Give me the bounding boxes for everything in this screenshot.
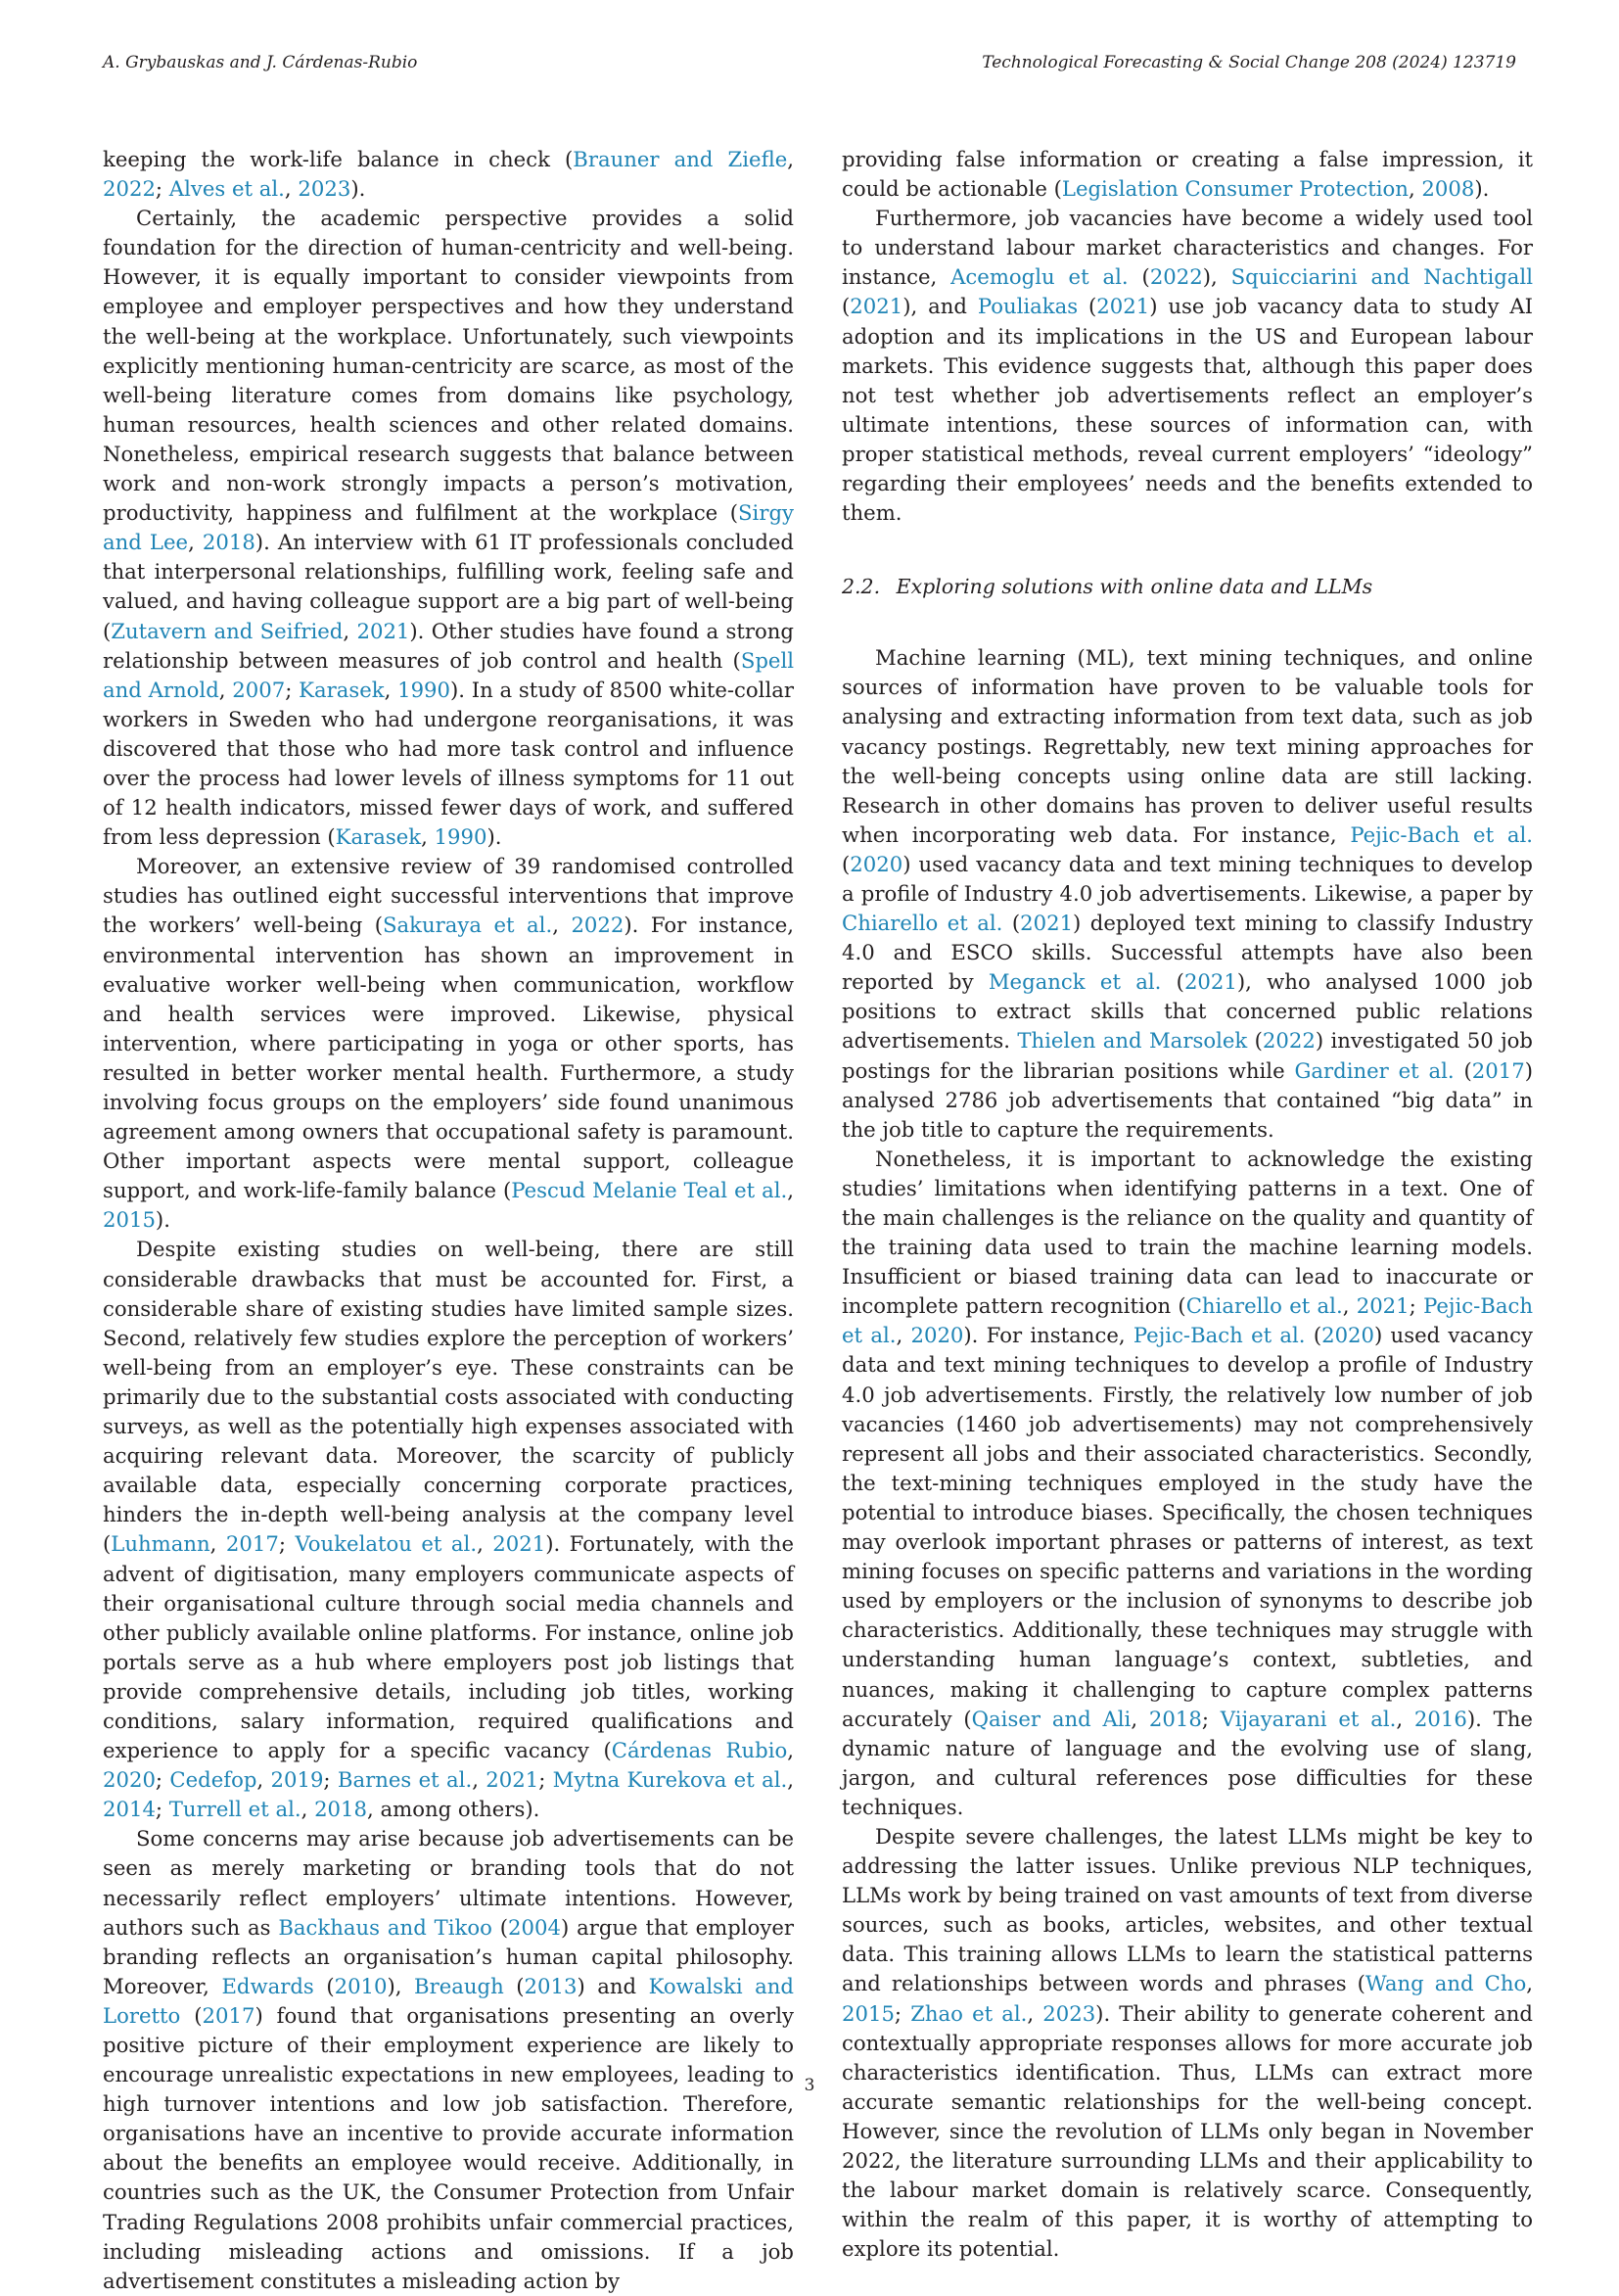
paragraph-text: ,: [896, 1323, 911, 1348]
citation-link[interactable]: 2016: [1413, 1706, 1467, 1731]
citation-link[interactable]: Chiarello et al.: [1185, 1293, 1343, 1319]
paragraph-text: ) analysed 2786 job advertisements that contained “big data” in the job title to capture the requirements.: [842, 1057, 1533, 1142]
paragraph-text: ), who analysed 1000 job positions to extract skills that concerned public relations advertisements.: [842, 969, 1533, 1054]
paragraph-text: ),: [387, 1973, 415, 1998]
paragraph-text: (: [491, 1914, 509, 1940]
citation-link[interactable]: 1990: [434, 824, 487, 850]
paragraph-text: ,: [188, 530, 203, 555]
paragraph-text: ,: [1027, 2000, 1043, 2026]
paragraph-text: ), and: [902, 294, 978, 319]
right-column: [842, 145, 1533, 2264]
citation-link[interactable]: 2021: [356, 618, 410, 643]
citation-link[interactable]: Zutavern and Seifried: [111, 618, 344, 643]
paragraph: [842, 1145, 1533, 1822]
citation-link[interactable]: 2021: [486, 1767, 539, 1793]
paragraph: [842, 1822, 1533, 2264]
paragraph-text: ).: [486, 824, 502, 850]
citation-link[interactable]: 2018: [202, 530, 255, 555]
paragraph-text: ,: [301, 1797, 315, 1822]
citation-link[interactable]: 2021: [850, 294, 903, 319]
citation-link[interactable]: 2008: [1421, 176, 1475, 202]
paragraph-text: providing false information or creating a false impression, it could be actionable (: [842, 147, 1533, 202]
paragraph: [103, 852, 794, 1235]
header-authors: A. Grybauskas and J. Cárdenas-Rubio: [103, 53, 418, 72]
paragraph-text: (: [1128, 264, 1150, 290]
paragraph: [842, 145, 1533, 204]
paragraph: [842, 643, 1533, 1145]
citation-link[interactable]: 2021: [1020, 911, 1074, 936]
paragraph-text: ,: [256, 1767, 271, 1793]
citation-link[interactable]: 1990: [397, 677, 451, 702]
paragraph-text: ) deployed text mining to classify Industry 4.0 and ESCO skills. Successful attempts have also been reported by: [842, 911, 1533, 995]
paragraph-text: ,: [1131, 1706, 1149, 1731]
paragraph-text: ,: [1342, 1293, 1357, 1319]
paragraph-text: ). An interview with 61 IT professionals concluded that interpersonal relationships, fulfilling work, feeling safe and valued, and having colleague support are a big part of well-being (: [103, 530, 794, 643]
citation-link[interactable]: 2021: [492, 1531, 546, 1557]
citation-link[interactable]: Sirgy and Lee: [103, 500, 794, 555]
citation-link[interactable]: 2010: [334, 1973, 388, 1998]
citation-link[interactable]: Backhaus and Tikoo: [278, 1914, 492, 1940]
citation-link[interactable]: 2017: [225, 1531, 279, 1557]
paragraph-text: ,: [384, 677, 398, 702]
citation-link[interactable]: Vijayarani et al.: [1220, 1706, 1397, 1731]
citation-link[interactable]: 2022: [571, 913, 624, 938]
citation-link[interactable]: 2015: [842, 2000, 895, 2026]
citation-link[interactable]: 2021: [1096, 294, 1150, 319]
citation-link[interactable]: 2020: [1321, 1323, 1375, 1348]
citation-link[interactable]: Pejic-Bach et al.: [842, 1293, 1533, 1348]
header-journal: Technological Forecasting & Social Change 208 (2024) 123719: [982, 53, 1516, 72]
paragraph-text: (: [842, 851, 851, 876]
paragraph-text: ,: [209, 1531, 226, 1557]
paragraph-text: ,: [477, 1531, 493, 1557]
citation-link[interactable]: Thielen and Marsolek: [1017, 1028, 1248, 1054]
paragraph-text: ,: [218, 677, 233, 702]
citation-link[interactable]: Legislation Consumer Protection: [1061, 176, 1409, 202]
citation-link[interactable]: 2007: [232, 677, 286, 702]
citation-link[interactable]: 2017: [1471, 1057, 1525, 1083]
citation-link[interactable]: 2020: [103, 1767, 156, 1793]
citation-link[interactable]: Karasek: [335, 824, 422, 850]
paragraph-text: (: [1247, 1028, 1263, 1054]
citation-link[interactable]: 2022: [1149, 264, 1203, 290]
citation-link[interactable]: Turrell et al.: [168, 1797, 301, 1822]
citation-link[interactable]: 2004: [508, 1914, 561, 1940]
paragraph-text: ).: [1474, 176, 1490, 202]
paragraph-text: ,: [787, 1738, 794, 1763]
paragraph-text: Despite severe challenges, the latest LLMs might be key to addressing the latter issues. Unlike previous NLP techniques, LLMs work by being trained on vast amounts of text from diverse sources, such as books, articles, websites, and other textual data. This training allows LLMs to learn the statistical patterns and relationships between words and phrases (: [842, 1823, 1533, 1996]
paragraph-text: ).: [350, 176, 366, 202]
citation-link[interactable]: 2017: [202, 2002, 255, 2028]
citation-link[interactable]: Karasek: [299, 677, 385, 702]
citation-link[interactable]: 2022: [103, 176, 156, 202]
citation-link[interactable]: Breaugh: [414, 1973, 504, 1998]
citation-link[interactable]: Wang and Cho: [1365, 1971, 1527, 1996]
paragraph-text: ) found that organisations presenting an overly positive picture of their employment experience are likely to encourage unrealistic expectations in new employees, leading to high turnover intentions and low job satisfaction. Therefore, organisations have an incentive to provide accurate information about the benefits an employee would receive. Additionally, in countries such as the UK, the Consumer Protection from Unfair Trading Regulations 2008 prohibits unfair commercial practices, including misleading actions and omissions. If a job advertisement constitutes a misleading action by: [103, 2002, 794, 2293]
paragraph-text: ,: [284, 176, 299, 202]
citation-link[interactable]: Pejic-Bach et al.: [1350, 821, 1533, 847]
citation-link[interactable]: Qaiser and Ali: [971, 1706, 1132, 1731]
citation-link[interactable]: 2019: [270, 1767, 324, 1793]
right-column-top-text: [842, 145, 1533, 528]
citation-link[interactable]: Alves et al.: [168, 176, 285, 202]
citation-link[interactable]: Luhmann: [111, 1531, 210, 1557]
paragraph-text: ),: [1202, 264, 1231, 290]
citation-link[interactable]: Acemoglu et al.: [950, 264, 1129, 290]
paragraph-text: ) used vacancy data and text mining techniques to develop a profile of Industry 4.0 job advertisements. Firstly, the relatively low number of job vacancies (1460 job advertisements) may not comprehensively represent all jobs and their associated characteristics. Secondly, the text-mining techniques employed in the study have the potential to introduce biases. Specifically, the chosen techniques may overlook important phrases or patterns of interest, as text mining focuses on specific patterns and variations in the wording used by employers or the inclusion of synonyms to describe job characteristics. Additionally, these techniques may struggle with understanding human language’s context, subtleties, and nuances, making it challenging to capture complex patterns accurately (: [842, 1323, 1534, 1731]
citation-link[interactable]: 2014: [103, 1797, 156, 1822]
citation-link[interactable]: Squicciarini and Nachtigall: [1230, 264, 1533, 290]
paragraph-text: ). In a study of 8500 white-collar workers in Sweden who had undergone reorganisations, it was discovered that those who had more task control and influence over the process had lower levels of illness symptoms for 11 out of 12 health indicators, missed fewer days of work, and suffered from less depression (: [103, 677, 794, 850]
citation-link[interactable]: Pejic-Bach et al.: [1133, 1323, 1306, 1348]
citation-link[interactable]: 2021: [1356, 1293, 1410, 1319]
paragraph-text: ).: [155, 1207, 170, 1233]
paragraph-text: (: [180, 2002, 203, 2028]
paragraph-text: ;: [894, 2000, 911, 2026]
citation-link[interactable]: Barnes et al.: [337, 1767, 473, 1793]
paragraph-text: (: [1305, 1323, 1322, 1348]
paragraph-text: ,: [552, 913, 572, 938]
paragraph-text: ;: [285, 677, 300, 702]
paragraph-text: ,: [787, 1767, 794, 1793]
citation-link[interactable]: 2020: [850, 851, 903, 876]
paragraph-text: ;: [538, 1767, 553, 1793]
citation-link[interactable]: Cedefop: [169, 1767, 257, 1793]
paragraph-text: ;: [155, 176, 169, 202]
paragraph-text: (: [842, 294, 851, 319]
paragraph: [103, 1824, 794, 2296]
paragraph-text: ,: [1396, 1706, 1414, 1731]
paragraph-text: ;: [155, 1797, 169, 1822]
section-heading: [842, 572, 1533, 601]
left-column: [103, 145, 794, 2296]
citation-link[interactable]: Mytna Kurekova et al.: [552, 1767, 788, 1793]
citation-link[interactable]: 2023: [1042, 2000, 1096, 2026]
paragraph-text: (: [313, 1973, 335, 1998]
citation-link[interactable]: Pouliakas: [977, 294, 1079, 319]
paragraph-text: (: [1002, 911, 1021, 936]
paragraph-text: ,: [421, 824, 435, 850]
paragraph-text: Despite existing studies on well-being, there are still considerable drawbacks that must be accounted for. First, a considerable share of existing studies have limited sample sizes. Second, relatively few studies explore the perception of workers’ well-being from an employer’s eye. These constraints can be primarily due to the substantial costs associated with conducting surveys, as well as the potentially high expenses associated with acquiring relevant data. Moreover, the scarcity of publicly available data, especially concerning corporate practices, hinders the in-depth well-being analysis at the company level (: [103, 1237, 794, 1557]
paragraph-text: Furthermore, job vacancies have become a widely used tool to understand labour market characteristics and changes. For instance,: [842, 206, 1533, 290]
paragraph-text: ;: [1409, 1293, 1424, 1319]
citation-link[interactable]: Voukelatou et al.: [295, 1531, 478, 1557]
paragraph: [103, 1235, 794, 1824]
paragraph-text: ) used vacancy data and text mining techniques to develop a profile of Industry 4.0 job advertisements. Likewise, a paper by: [842, 851, 1533, 906]
paragraph-text: ;: [278, 1531, 296, 1557]
paragraph-text: Moreover, an extensive review of 39 randomised controlled studies has outlined eight successful interventions that improve the workers’ well-being (: [103, 854, 794, 938]
citation-link[interactable]: Brauner and Ziefle: [573, 147, 788, 171]
citation-link[interactable]: Zhao et al.: [910, 2000, 1028, 2026]
paragraph: [842, 204, 1533, 528]
citation-link[interactable]: 2022: [1262, 1028, 1316, 1054]
citation-link[interactable]: Cárdenas Rubio: [611, 1738, 788, 1763]
citation-link[interactable]: Pescud Melanie Teal et al.: [511, 1178, 788, 1203]
citation-link[interactable]: Kowalski and Loretto: [103, 1973, 794, 2028]
paragraph-text: ,: [787, 147, 794, 171]
paragraph-text: (: [1078, 294, 1097, 319]
citation-link[interactable]: Spell and Arnold: [103, 647, 794, 702]
paragraph-text: ). Their ability to generate coherent and contextually appropriate responses allows for more accurate job characteristics identification. Thus, LLMs can extract more accurate semantic relationships for the well-being concept. However, since the revolution of LLMs only began in November 2022, the literature surrounding LLMs and their applicability to the labour market domain is relatively scarce. Consequently, within the realm of this paper, it is worthy of attempting to explore its potential.: [842, 2000, 1533, 2262]
citation-link[interactable]: 2018: [314, 1797, 367, 1822]
citation-link[interactable]: Edwards: [221, 1973, 314, 1998]
citation-link[interactable]: Chiarello et al.: [842, 911, 1003, 936]
paragraph-text: ,: [1408, 176, 1422, 202]
citation-link[interactable]: Sakuraya et al.: [383, 913, 553, 938]
paragraph-text: ,: [1526, 1971, 1533, 1996]
paragraph-text: ). Fortunately, with the advent of digitisation, many employers communicate aspects of their organisational culture through social media channels and other publicly available online platforms. For instance, online job portals serve as a hub where employers post job listings that provide comprehensive details, including job titles, working conditions, salary information, required qualifications and experience to apply for a specific vacancy (: [103, 1531, 794, 1763]
paragraph-text: ,: [343, 618, 357, 643]
paragraph-text: ) investigated 50 job postings for the librarian positions while: [842, 1028, 1533, 1083]
paragraph-text: Certainly, the academic perspective provides a solid foundation for the direction of human-centricity and well-being. However, it is equally important to consider viewpoints from employee and employer perspectives and how they understand the well-being at the workplace. Unfortunately, such viewpoints explicitly mentioning human-centricity are scarce, as most of the well-being literature comes from domains like psychology, human resources, health sciences and other related domains. Nonetheless, empirical research suggests that balance between work and non-work strongly impacts a person’s motivation, productivity, happiness and fulfilment at the workplace (: [103, 206, 794, 526]
paragraph-text: (: [503, 1973, 525, 1998]
paragraph-text: ,: [787, 1178, 794, 1203]
paragraph-text: ). The dynamic nature of language and the evolving use of slang, jargon, and cultural references pose difficulties for these techniques.: [842, 1706, 1533, 1819]
paragraph-text: ). For instance,: [963, 1323, 1133, 1348]
paragraph-text: ). For instance, environmental intervention has shown an improvement in evaluative worker well-being when communication, workflow and health services were improved. Likewise, physical intervention, where participating in yoga or other sports, has resulted in better worker mental health. Furthermore, a study involving focus groups on the employers’ side found unanimous agreement among owners that occupational safety is paramount. Other important aspects were mental support, colleague support, and work-life-family balance (: [103, 913, 794, 1203]
citation-link[interactable]: 2023: [298, 176, 351, 202]
citation-link[interactable]: 2021: [1183, 969, 1237, 995]
paragraph-text: ) use job vacancy data to study AI adoption and its implications in the US and European labour markets. This evidence suggests that, although this paper does not test whether job advertisements reflect an employer’s ultimate intentions, these sources of information can, with proper statistical methods, reveal current employers’ “ideology” regarding their employees’ needs and the benefits extended to them.: [842, 294, 1533, 526]
citation-link[interactable]: 2018: [1148, 1706, 1202, 1731]
citation-link[interactable]: 2013: [524, 1973, 578, 1998]
paragraph-text: keeping the work-life balance in check (: [103, 147, 574, 171]
paragraph-text: , among others).: [367, 1797, 540, 1822]
paragraph-text: Some concerns may arise because job advertisements can be seen as merely marketing or branding tools that do not necessarily reflect employers’ ultimate intentions. However, authors such as: [103, 1826, 794, 1940]
paragraph-text: Nonetheless, it is important to acknowledge the existing studies’ limitations when identifying patterns in a text. One of the main challenges is the reliance on the quality and quantity of the training data used to train the machine learning models. Insufficient or biased training data can lead to inaccurate or incomplete pattern recognition (: [842, 1146, 1533, 1319]
paragraph: [103, 204, 794, 852]
page-number: 3: [804, 2076, 815, 2095]
paragraph-text: ;: [155, 1767, 170, 1793]
paragraph-text: ,: [472, 1767, 486, 1793]
section-number: 2.2.: [842, 575, 881, 599]
paragraph-text: Machine learning (ML), text mining techniques, and online sources of information have proven to be valuable tools for analysing and extracting information from text data, such as job vacancy postings. Regrettably, new text mining approaches for the well-being concepts using online data are still lacking. Research in other domains has proven to deliver useful results when incorporating web data. For instance,: [842, 645, 1533, 847]
paragraph-text: ). Other studies have found a strong relationship between measures of job control and health (: [103, 618, 794, 673]
citation-link[interactable]: 2015: [103, 1207, 156, 1233]
section-title: Exploring solutions with online data and LLMs: [896, 575, 1373, 599]
citation-link[interactable]: Meganck et al.: [988, 969, 1162, 995]
paragraph: [103, 145, 794, 204]
right-column-section-text: [842, 643, 1533, 2264]
paragraph-text: ) and: [577, 1973, 649, 1998]
paragraph-text: (: [1454, 1057, 1472, 1083]
paragraph-text: ;: [323, 1767, 338, 1793]
citation-link[interactable]: 2020: [910, 1323, 964, 1348]
paragraph-text: ;: [1201, 1706, 1221, 1731]
citation-link[interactable]: Gardiner et al.: [1294, 1057, 1455, 1083]
paragraph-text: ) argue that employer branding reflects an organisation’s human capital philosophy. Moreover,: [103, 1914, 794, 1998]
paragraph-text: (: [1161, 969, 1184, 995]
running-header: [103, 53, 1516, 82]
